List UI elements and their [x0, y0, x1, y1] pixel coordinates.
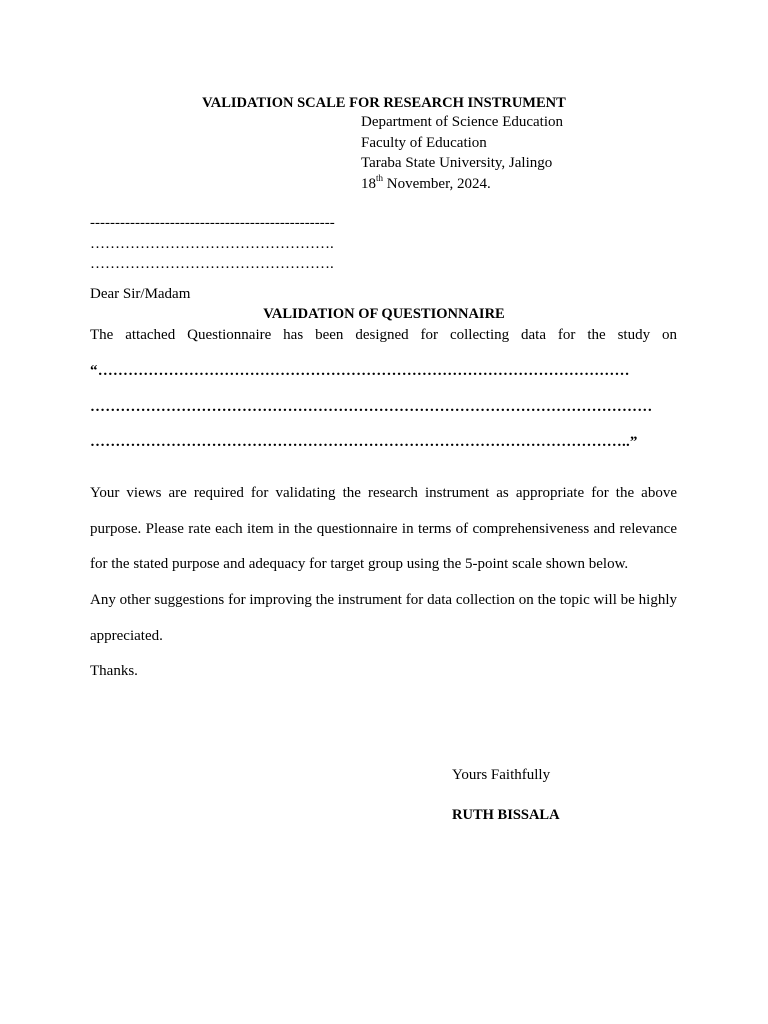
study-title-blank-2: ………………………………………………………………………………………………… — [90, 399, 653, 415]
closing-line: Yours Faithfully — [452, 767, 551, 783]
suggestions-paragraph: Any other suggestions for improving the instrument for data collection on the topic will be highly appreciated. — [90, 592, 677, 644]
salutation: Dear Sir/Madam — [90, 286, 191, 302]
document-title: VALIDATION SCALE FOR RESEARCH INSTRUMENT — [202, 95, 566, 111]
address-date — [361, 174, 563, 195]
date-rest: November, 2024. — [383, 175, 491, 192]
date-suffix: th — [376, 172, 384, 183]
signature-name: RUTH BISSALA — [452, 807, 560, 823]
recipient-line-1: ------------------------------------------------- — [90, 215, 335, 231]
intro-line: The attached Questionnaire has been designed for collecting data for the study on — [90, 327, 677, 343]
thanks-line: Thanks. — [90, 663, 138, 679]
sender-address — [361, 112, 563, 194]
address-university: Taraba State University, Jalingo — [361, 155, 553, 171]
address-department: Department of Science Education — [361, 114, 564, 130]
address-faculty: Faculty of Education — [361, 134, 487, 151]
subject-heading: VALIDATION OF QUESTIONNAIRE — [263, 306, 505, 322]
date-day: 18 — [361, 175, 376, 192]
study-title-blank-3: ……………………………………………………………………………………………..” — [90, 434, 638, 450]
recipient-line-3: …………………………………………. — [90, 256, 334, 272]
study-title-blank-1: “…………………………………………………………………………………………… — [90, 363, 630, 379]
instructions-paragraph: Your views are required for validating the research instrument as appropriate for the above purpose. Please rate each item in the questionnaire in terms of comprehensiveness and relevance for the stated purpose and adequacy for target group using the 5-point scale shown below. — [90, 485, 677, 572]
recipient-line-2: …………………………………………. — [90, 235, 334, 252]
recipient-address — [90, 213, 335, 275]
